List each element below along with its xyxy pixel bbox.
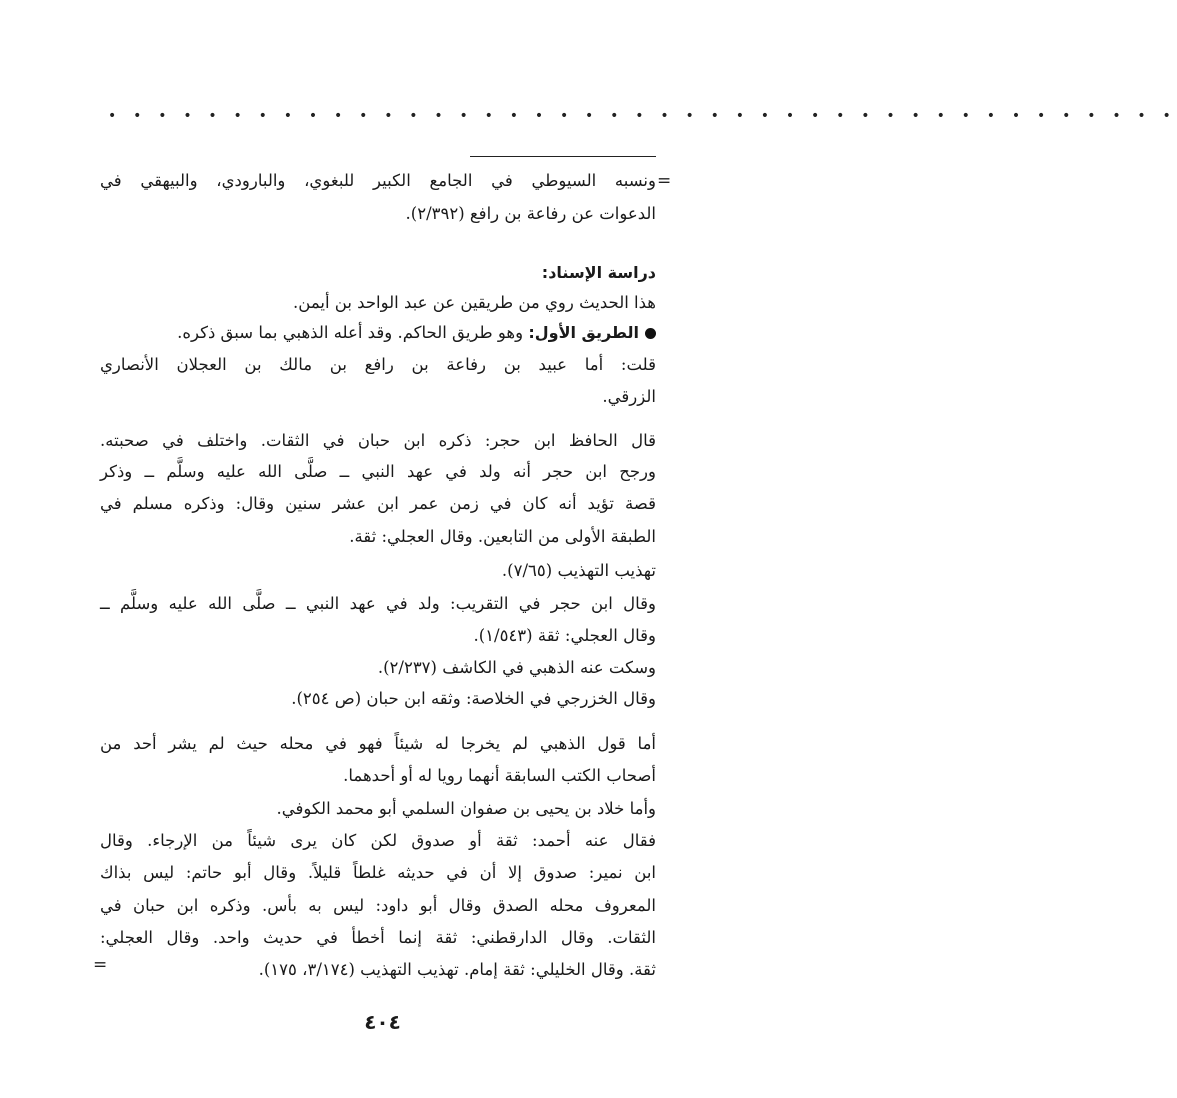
paragraph-line: وسكت عنه الذهبي في الكاشف (٢/٢٣٧). [377,658,656,677]
paragraph-line: قال الحافظ ابن حجر: ذكره ابن حبان في الثقات. واختلف في صحبته. [100,431,656,450]
paragraph-line: الثقات. وقال الدارقطني: ثقة إنما أخطأ في حديث واحد. وقال العجلي: [100,928,656,947]
paragraph-line: ابن نمير: صدوق إلا أن في حديثه غلطاً قليلاً. وقال أبو حاتم: ليس بذاك [100,863,656,882]
continuation-marker-top: = [657,171,672,191]
paragraph-line: الطبقة الأولى من التابعين. وقال العجلي: ثقة. [349,527,656,546]
paragraph-line: وقال العجلي: ثقة (١/٥٤٣). [473,626,656,645]
footnote-line: ونسبه السيوطي في الجامع الكبير للبغوي، والبارودي، والبيهقي في [100,171,656,190]
paragraph-line: هذا الحديث روي من طريقين عن عبد الواحد بن أيمن. [293,293,656,312]
paragraph-line: فقال عنه أحمد: ثقة أو صدوق لكن كان يرى شيئاً من الإرجاء. وقال [100,831,656,850]
page-number: ٤٠٤ [364,1010,401,1034]
paragraph-line: ورجح ابن حجر أنه ولد في عهد النبي ــ صلَّى الله عليه وسلَّم ــ وذكر [100,462,656,481]
first-path-line [100,318,656,349]
paragraph-line: أصحاب الكتب السابقة أنهما رويا له أو أحدهما. [343,766,656,785]
paragraph-line: قلت: أما عبيد بن رفاعة بن رافع بن مالك بن العجلان الأنصاري [100,355,656,374]
footnote-line: الدعوات عن رفاعة بن رافع (٢/٣٩٢). [405,204,656,223]
reference-line: تهذيب التهذيب (٧/٦٥). [501,561,656,580]
bullet-icon [645,328,656,339]
paragraph-line: المعروف محله الصدق وقال أبو داود: ليس به بأس. وذكره ابن حبان في [100,896,656,915]
paragraph-line: قصة تؤيد أنه كان في زمن عمر ابن عشر سنين وقال: وذكره مسلم في [100,494,656,513]
continuation-marker-bottom: = [93,955,108,975]
first-path-label: الطريق الأول: [528,323,639,342]
paragraph-line: وقال الخزرجي في الخلاصة: وثقه ابن حبان (ص ٢٥٤). [291,689,656,708]
first-path-text: وهو طريق الحاكم. وقد أعله الذهبي بما سبق ذكره. [177,323,529,342]
paragraph-line: ثقة. وقال الخليلي: ثقة إمام. تهذيب التهذيب (٣/١٧٤، ١٧٥). [258,960,656,979]
paragraph-line: وقال ابن حجر في التقريب: ولد في عهد النبي ــ صلَّى الله عليه وسلَّم ــ [100,594,656,613]
section-heading: دراسة الإسناد: [541,263,656,282]
paragraph-line: أما قول الذهبي لم يخرجا له شيئاً فهو في محله حيث لم يشر أحد من [100,734,656,753]
paragraph-line: وأما خلاد بن يحيى بن صفوان السلمي أبو محمد الكوفي. [276,799,656,818]
dotted-separator: • • • • • • • • • • • • • • • • • • • • • • • • • • • • • • • • • • • • • • • • • • • [108,108,1177,124]
paragraph-line: الزرقي. [602,387,656,406]
footnote-rule [470,156,656,157]
